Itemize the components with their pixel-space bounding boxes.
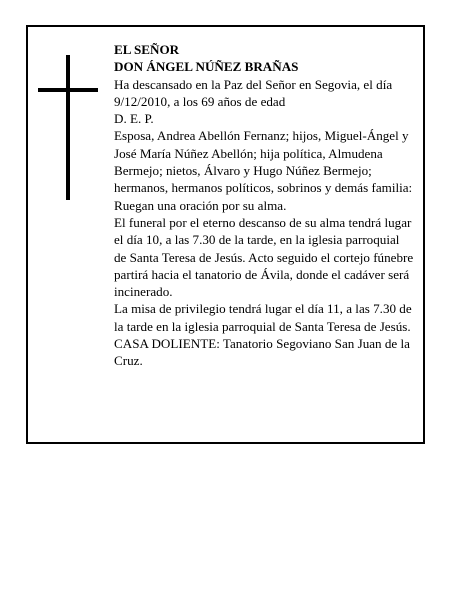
cross-horizontal-bar xyxy=(38,88,98,92)
mass-details: La misa de privilegio tendrá lugar el día 11, a las 7.30 de la tarde en la iglesia parroquial de Santa Teresa de Jesús. xyxy=(114,301,412,334)
prayer-request: Ruegan una oración por su alma. xyxy=(114,197,287,213)
obituary-notice-frame xyxy=(26,25,425,444)
family-members: Esposa, Andrea Abellón Fernanz; hijos, Miguel-Ángel y José María Núñez Abellón; hija política, Almudena Bermejo; nietos, Álvaro y Hugo Núñez Bermejo; hermanos, hermanos políticos, sobrinos y demás familia: xyxy=(114,128,413,196)
cross-vertical-bar xyxy=(66,55,70,200)
mourning-house: CASA DOLIENTE: Tanatorio Segoviano San Juan de la Cruz. xyxy=(114,336,410,369)
rest-in-peace: D. E. P. xyxy=(114,111,154,127)
passing-announcement: Ha descansado en la Paz del Señor en Segovia, el día 9/12/2010, a los 69 años de edad xyxy=(114,76,393,109)
obituary-text xyxy=(114,41,414,370)
cross-icon xyxy=(38,55,98,200)
deceased-name: DON ÁNGEL NÚÑEZ BRAÑAS xyxy=(114,59,299,75)
deceased-title: EL SEÑOR xyxy=(114,42,180,57)
funeral-details: El funeral por el eterno descanso de su alma tendrá lugar el día 10, a las 7.30 de la tarde, en la iglesia parroquial de Santa Teresa de Jesús. Acto seguido el cortejo fúnebre partirá hacia el tanatorio de Ávila, donde el cadáver será incinerado. xyxy=(114,214,414,300)
